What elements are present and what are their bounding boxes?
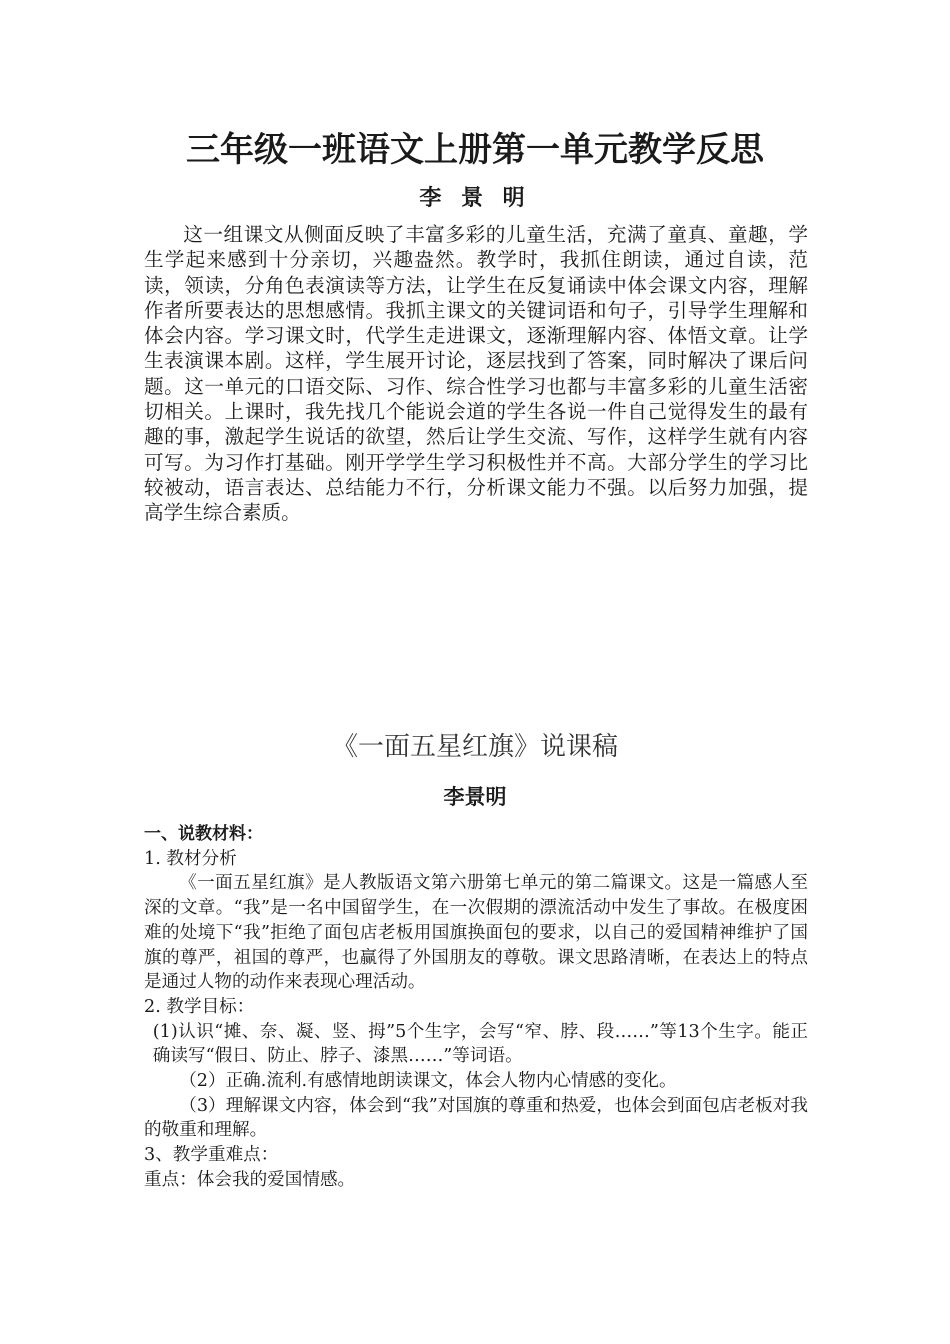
subheading-teaching-goals: 2. 教学目标： [144,996,255,1017]
subheading-key-difficulties: 3、教学重难点： [144,1145,279,1166]
material-analysis-paragraph: 《一面五星红旗》是人教版语文第六册第七单元的第二篇课文。这是一篇感人至深的文章。“我”是一名中国留学生，在一次假期的漂流活动中发生了事故。在极度困难的处境下“我”拒绝了面包店老板用国旗换面包的要求，以自己的爱国精神维护了国旗的尊严，祖国的尊严，也赢得了外国朋友的尊敬。课文思路清晰，在表达上的特点是通过人物的动作来表现心理活动。 [144,873,808,993]
reflection-title: 三年级一班语文上册第一单元教学反思 [186,130,764,170]
teaching-goal-1: (1)认识“摊、奈、凝、竖、拇”5个生字，会写“窄、脖、段……”等13个生字。能正确读写“假日、防止、脖子、漆黑……”等词语。 [152,1021,808,1067]
teaching-goal-2: （2）正确.流利.有感情地朗读课文，体会人物内心情感的变化。 [179,1071,677,1092]
reflection-body: 这一组课文从侧面反映了丰富多彩的儿童生活，充满了童真、童趣，学生学起来感到十分亲切，兴趣盎然。教学时，我抓住朗读，通过自读，范读，领读，分角色表演读等方法，让学生在反复诵读中体会课文内容，理解作者所要表达的思想感情。我抓主课文的关键词语和句子，引导学生理解和体会内容。学习课文时，代学生走进课文，逐渐理解内容、体悟文章。让学生表演课本剧。这样，学生展开讨论，逐层找到了答案，同时解决了课后问题。这一单元的口语交际、习作、综合性学习也都与丰富多彩的儿童生活密切相关。上课时，我先找几个能说会道的学生各说一件自己觉得发生的最有趣的事，激起学生说话的欲望，然后让学生交流、写作，这样学生就有内容可写。为习作打基础。刚开学学生学习积极性并不高。大部分学生的学习比较被动，语言表达、总结能力不行，分析课文能力不强。以后努力加强，提高学生综合素质。 [144,223,808,525]
lesson-plan-author: 李景明 [443,785,507,809]
lesson-plan-title: 《一面五星红旗》说课稿 [331,732,618,762]
subheading-material-analysis: 1. 教材分析 [144,848,237,869]
reflection-author: 李 景 明 [419,186,531,211]
teaching-goal-3: （3）理解课文内容，体会到“我”对国旗的尊重和热爱，也体会到面包店老板对我的敬重和理解。 [144,1095,808,1141]
section-heading: 一、说教材料： [144,824,263,844]
lesson-plan-body [144,822,808,1193]
key-point: 重点：体会我的爱国情感。 [144,1169,356,1190]
